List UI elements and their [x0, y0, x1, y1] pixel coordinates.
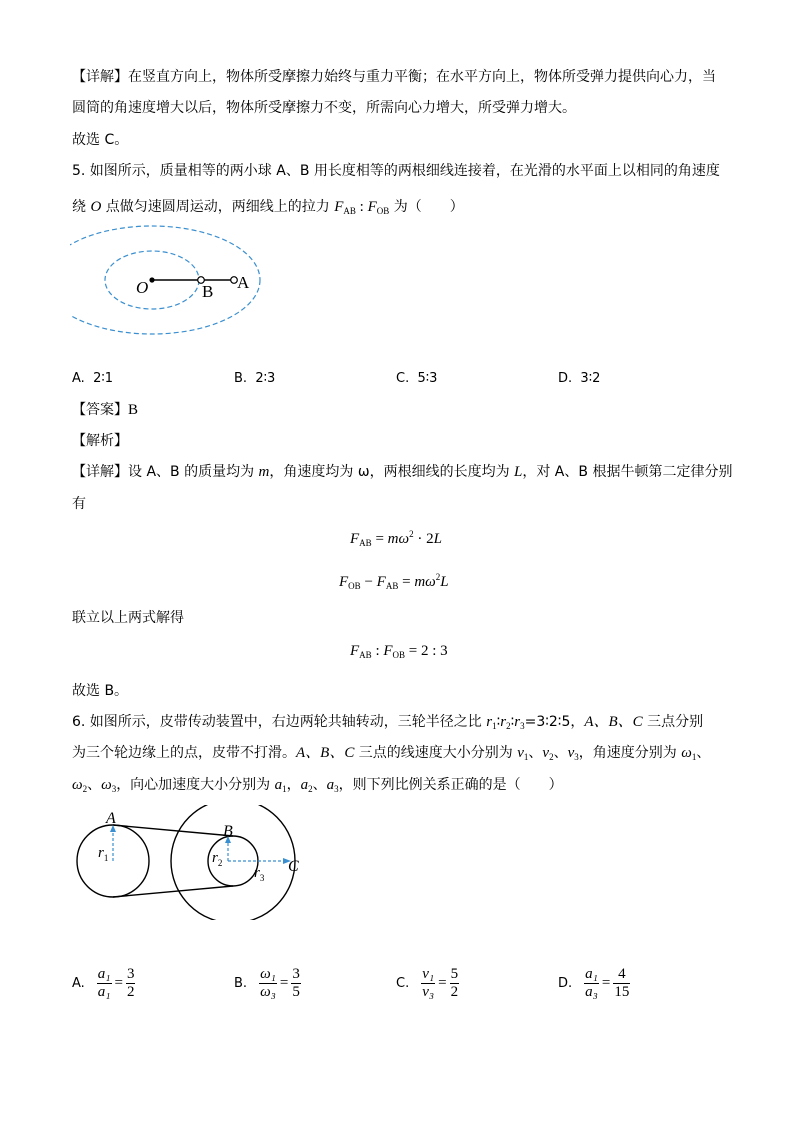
q6-option-b[interactable]: B. $\frac{\text{ω₁}}{\text{ω₃}}$ = $\frac{3}{5}$ [234, 966, 300, 1000]
equation-2: $F_{OB} - F_{AB} = m\omega^2L$ [339, 572, 449, 591]
q5-stem-line-1: 5. 如图所示，质量相等的两小球 A、B 用长度相等的两根细线连接着，在光滑的水平面上以相同的角速度 [72, 163, 720, 179]
label-B: B [223, 823, 233, 840]
label-r3: $r_3$ [254, 865, 265, 883]
label-B: B [202, 282, 214, 301]
q5-combine: 联立以上两式解得 [72, 610, 184, 626]
detail-tag: 【详解】 [72, 69, 128, 85]
q5-option-d[interactable]: D. 3∶2 [558, 371, 601, 386]
label-A: A [106, 810, 116, 827]
label-r2: $r_2$ [212, 850, 223, 868]
label-r1: $r_1$ [98, 845, 109, 863]
q6-option-d[interactable]: D. $\frac{\text{a₁}}{\text{a₃}}$ = $\frac{4}{15}$ [558, 966, 630, 1000]
q6-stem-line-1: 6. 如图所示，皮带传动装置中，右边两轮共轴转动，三轮半径之比 $r_1∶r_2∶r_3=3∶2∶5$，A、B、C 三点分别 [72, 714, 704, 731]
q6-figure-belt-drive [70, 805, 310, 920]
q5-detail-line-2: 有 [72, 496, 86, 512]
center-O-dot [149, 277, 154, 282]
equation-1: $F_{AB} = m\omega^2 \cdot 2L$ [350, 529, 442, 548]
q4-detail-line-1: 【详解】在竖直方向上，物体所受摩擦力始终与重力平衡；在水平方向上，物体所受弹力提供向心力，当 [72, 69, 716, 85]
q5-detail-line-1: 【详解】设 A、B 的质量均为 m，角速度均为 ω，两根细线的长度均为 L，对 A、B 根据牛顿第二定律分别 [72, 464, 733, 480]
q5-analysis-tag: 【解析】 [72, 433, 128, 449]
q5-option-a[interactable]: A. 2∶1 [72, 371, 113, 386]
q5-stem-line-2: 绕 O 点做匀速圆周运动，两细线上的拉力 $F_{AB}$ : $F_{OB}$ 为（ ） [72, 199, 464, 216]
q4-detail-line-2: 圆筒的角速度增大以后，物体所受摩擦力不变，所需向心力增大，所受弹力增大。 [72, 100, 576, 116]
equation-3: $F_{AB}$ : $F_{OB} = 2$ : 3 [350, 643, 448, 660]
q5-option-c[interactable]: C. 5∶3 [396, 371, 438, 386]
q6-stem-line-3: $\omega_2$、$\omega_3$，向心加速度大小分别为 $a_1$，$a_2$、$a_3$，则下列比例关系正确的是（ ） [72, 777, 563, 794]
label-O: O [136, 278, 149, 297]
q5-option-b[interactable]: B. 2∶3 [234, 371, 276, 386]
label-C: C [288, 858, 299, 875]
q6-stem-line-2: 为三个轮边缘上的点，皮带不打滑。A、B、C 三点的线速度大小分别为 $v_1$、$v_2$、$v_3$，角速度分别为 $\omega_1$、 [72, 745, 711, 762]
q6-option-a[interactable]: A. $\frac{\text{a₁}}{\text{a₁}}$ = $\frac{3}{2}$ [72, 966, 135, 1000]
q5-answer: 【答案】B [72, 402, 139, 418]
q5-conclusion: 故选 B。 [72, 683, 129, 699]
label-A: A [237, 273, 250, 292]
wheel-3-large [171, 805, 295, 920]
q4-conclusion: 故选 C。 [72, 132, 129, 148]
q6-option-c[interactable]: C. $\frac{\text{v₁}}{\text{v₃}}$ = $\frac{5}{2}$ [396, 966, 459, 1000]
q5-figure-orbits [70, 225, 290, 345]
